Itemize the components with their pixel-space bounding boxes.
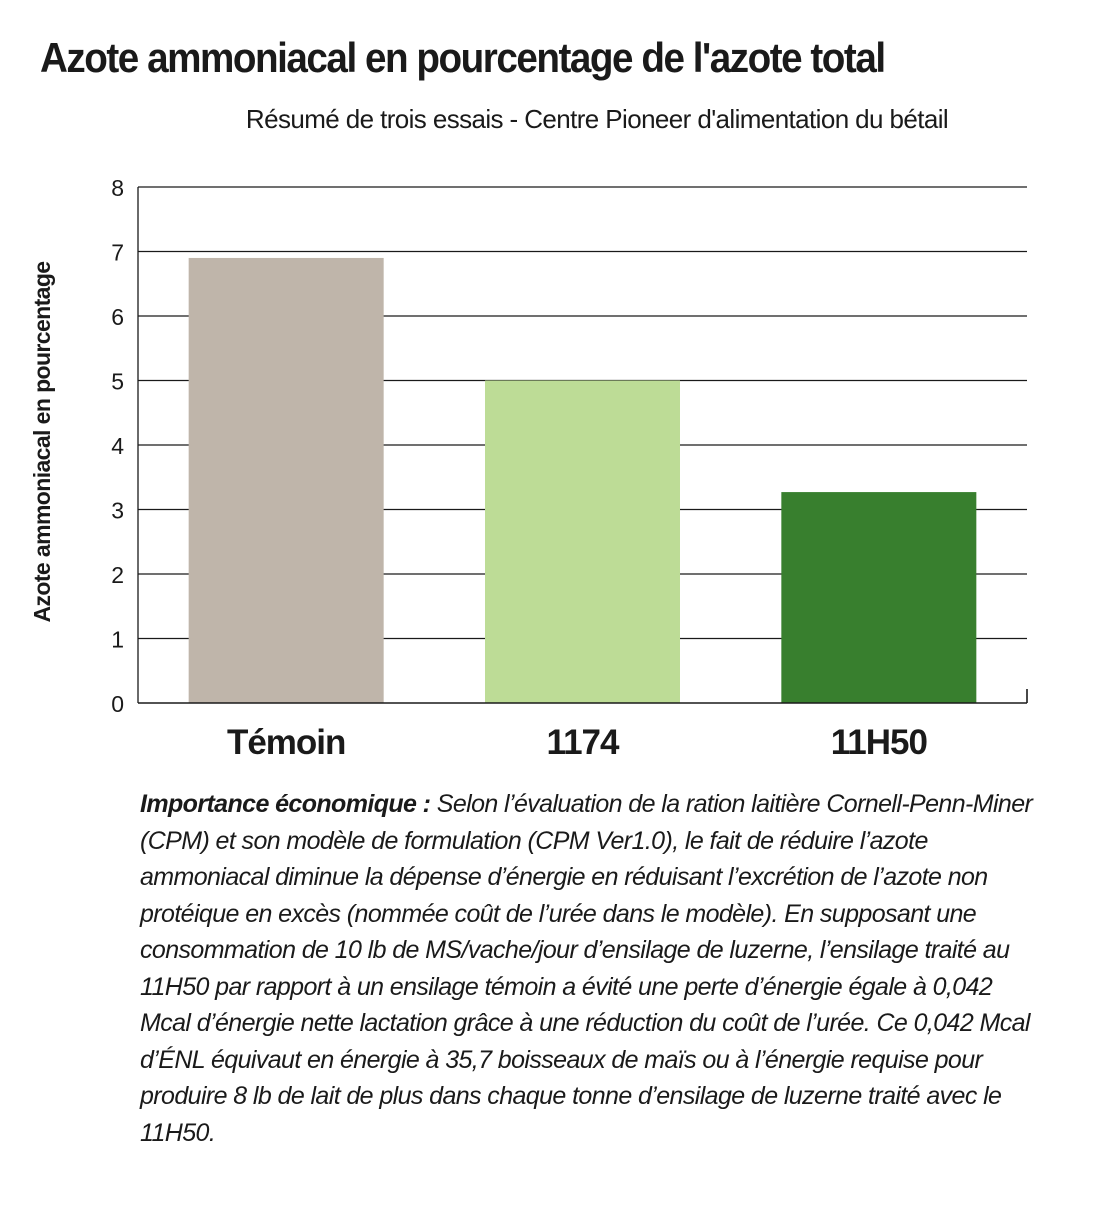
y-tick-label: 1 — [111, 626, 124, 653]
chart-title: Azote ammoniacal en pourcentage de l'azote total — [40, 34, 885, 81]
y-tick-label: 8 — [111, 175, 124, 201]
x-tick-label: 11H50 — [830, 723, 927, 762]
y-tick-label: 7 — [111, 239, 124, 266]
chart-subtitle: Résumé de trois essais - Centre Pioneer d'alimentation du bétail — [245, 104, 949, 134]
y-axis-label: Azote ammoniacal en pourcentage — [29, 261, 55, 623]
bar-1174 — [485, 381, 680, 704]
economic-importance-note — [140, 786, 1040, 1151]
bars — [189, 258, 977, 703]
bar-t-moin — [189, 258, 384, 703]
y-tick-label: 3 — [111, 497, 124, 524]
note-lead: Importance économique : — [140, 790, 431, 818]
note-body: Selon l’évaluation de la ration laitière Cornell-Penn-Miner (CPM) et son modèle de formulation (CPM Ver1.0), le fait de réduire l’azote ammoniacal diminue la dépense d’énergie en réduisant l’excrétion de l’azote non protéique en excès (nommée coût de l’urée dans le modèle). En supposant une consommation de 10 lb de MS/vache/jour d’ensilage de luzerne, l’ensilage traité au 11H50 par rapport à un ensilage témoin a évité une perte d’énergie égale à 0,042 Mcal d’énergie nette lactation grâce à une réduction du coût de l’urée. Ce 0,042 Mcal d’ÉNL équivaut en énergie à 35,7 boisseaux de maïs ou à l’énergie requise pour produire 8 lb de lait de plus dans chaque tonne d’ensilage de luzerne traité avec le 11H50. — [140, 790, 1033, 1147]
x-tick-label: 1174 — [546, 723, 619, 762]
y-tick-label: 6 — [111, 304, 124, 330]
y-tick-label: 2 — [111, 562, 124, 588]
x-tick-label: Témoin — [226, 723, 346, 762]
y-tick-label: 4 — [111, 433, 124, 459]
y-tick-label: 0 — [111, 691, 124, 717]
bar-11h50 — [781, 492, 976, 703]
y-tick-label: 5 — [111, 368, 124, 395]
